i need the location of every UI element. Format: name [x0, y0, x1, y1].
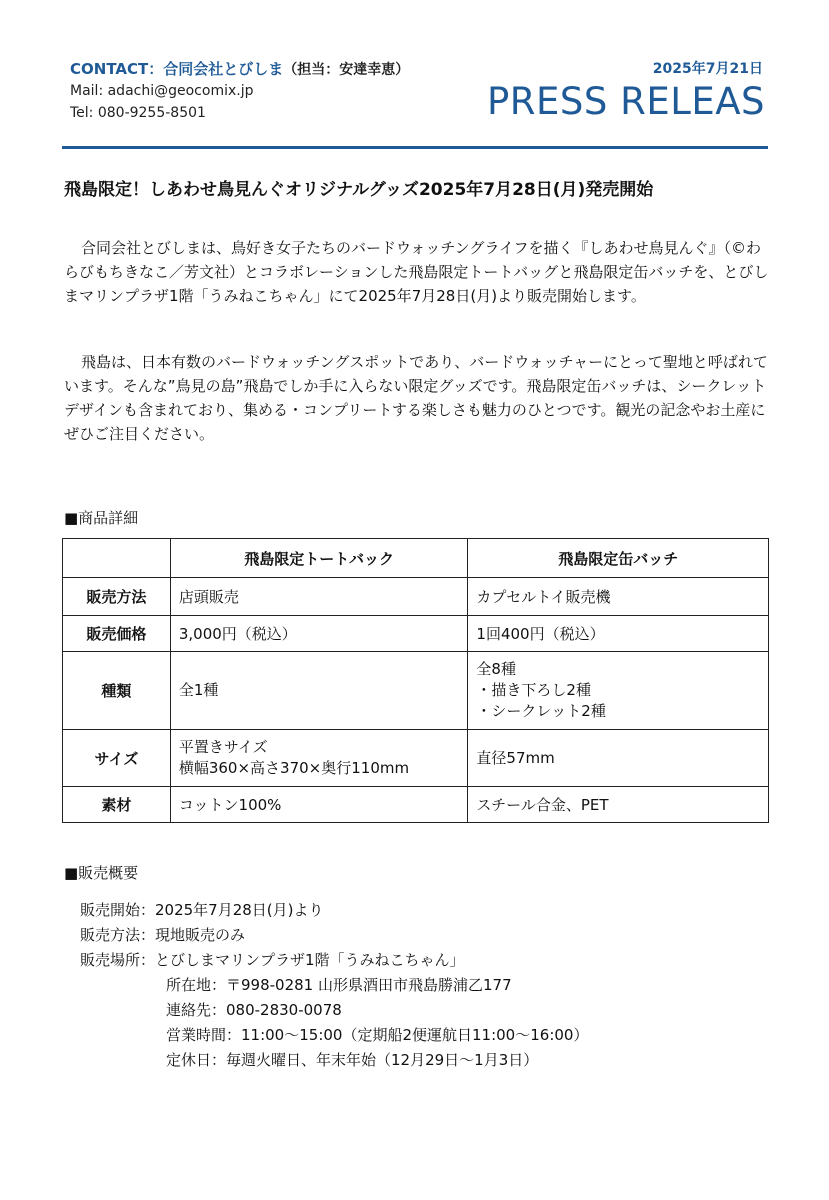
cell-tote-material: コットン100% — [170, 787, 468, 823]
description-paragraph: 飛島は、日本有数のバードウォッチングスポットであり、バードウォッチャーにとって聖地と呼ばれています。そんな”鳥見の島”飛島でしか手に入らない限定グッズです。飛島限定缶バッチは、シークレットデザインも含まれており、集める・コンプリートする楽しさも魅力のひとつです。観光の記念やお土産にぜひご注目ください。 — [64, 353, 768, 443]
cell-tote-size: 平置きサイズ 横幅360×高さ370×奥行110mm — [170, 730, 468, 787]
cell-badge-sales-method: カプセルトイ販売機 — [468, 578, 769, 616]
cell-tote-sales-method: 店頭販売 — [170, 578, 468, 616]
cell-tote-price: 3,000円（税込） — [170, 616, 468, 652]
contact-mail: Mail: adachi@geocomix.jp — [70, 83, 254, 99]
table-row — [63, 616, 769, 652]
cell-badge-material: スチール合金、PET — [468, 787, 769, 823]
sales-info — [80, 898, 588, 1073]
intro-paragraph: 合同会社とびしまは、鳥好き女子たちのバードウォッチングライフを描く『しあわせ鳥見んぐ』（©わらびもちきなこ／芳文社）とコラボレーションした飛島限定トートバッグと飛島限定缶バッチを、とびしまマリンプラザ1階「うみねこちゃん」にて2025年7月28日(月)より販売開始します。 — [64, 239, 769, 305]
cell-tote-variety: 全1種 — [170, 652, 468, 730]
press-release-title: PRESS RELEAS — [486, 80, 765, 123]
table-row — [63, 578, 769, 616]
headline: 飛島限定！しあわせ鳥見んぐオリジナルグッズ2025年7月28日(月)発売開始 — [64, 180, 654, 200]
cell-badge-size: 直径57mm — [468, 730, 769, 787]
sales-phone: 連絡先：080-2830-0078 — [166, 1001, 342, 1019]
table-row — [63, 730, 769, 787]
row-label-material: 素材 — [63, 787, 171, 823]
product-table — [62, 538, 769, 823]
sales-place: 販売場所：とびしまマリンプラザ1階「うみねこちゃん」 — [80, 951, 465, 969]
column-header-tote: 飛島限定トートバック — [170, 539, 468, 578]
column-header-badge: 飛島限定缶バッチ — [468, 539, 769, 578]
table-row — [63, 787, 769, 823]
row-label-size: サイズ — [63, 730, 171, 787]
contact-tel: Tel: 080-9255-8501 — [70, 105, 206, 121]
contact-person: （担当：安達幸恵） — [283, 62, 410, 78]
row-label-price: 販売価格 — [63, 616, 171, 652]
sales-section-title: ■販売概要 — [64, 864, 139, 882]
table-header-row — [63, 539, 769, 578]
table-row — [63, 652, 769, 730]
contact-label: CONTACT：合同会社とびしま — [70, 60, 284, 78]
row-label-sales-method: 販売方法 — [63, 578, 171, 616]
table-corner-cell — [63, 539, 171, 578]
cell-badge-price: 1回400円（税込） — [468, 616, 769, 652]
contact-line — [70, 58, 409, 79]
release-date: 2025年7月21日 — [652, 61, 763, 77]
sales-closed: 定休日：毎週火曜日、年末年始（12月29日～1月3日） — [166, 1051, 539, 1069]
sales-start: 販売開始：2025年7月28日(月)より — [80, 901, 324, 919]
cell-badge-variety: 全8種 ・描き下ろし2種 ・シークレット2種 — [468, 652, 769, 730]
sales-address: 所在地：〒998-0281 山形県酒田市飛島勝浦乙177 — [166, 976, 512, 994]
row-label-variety: 種類 — [63, 652, 171, 730]
product-section-title: ■商品詳細 — [64, 509, 139, 527]
sales-method: 販売方法：現地販売のみ — [80, 926, 246, 944]
sales-hours: 営業時間：11:00～15:00（定期船2便運航日11:00～16:00） — [166, 1026, 589, 1044]
header-divider — [62, 146, 768, 149]
